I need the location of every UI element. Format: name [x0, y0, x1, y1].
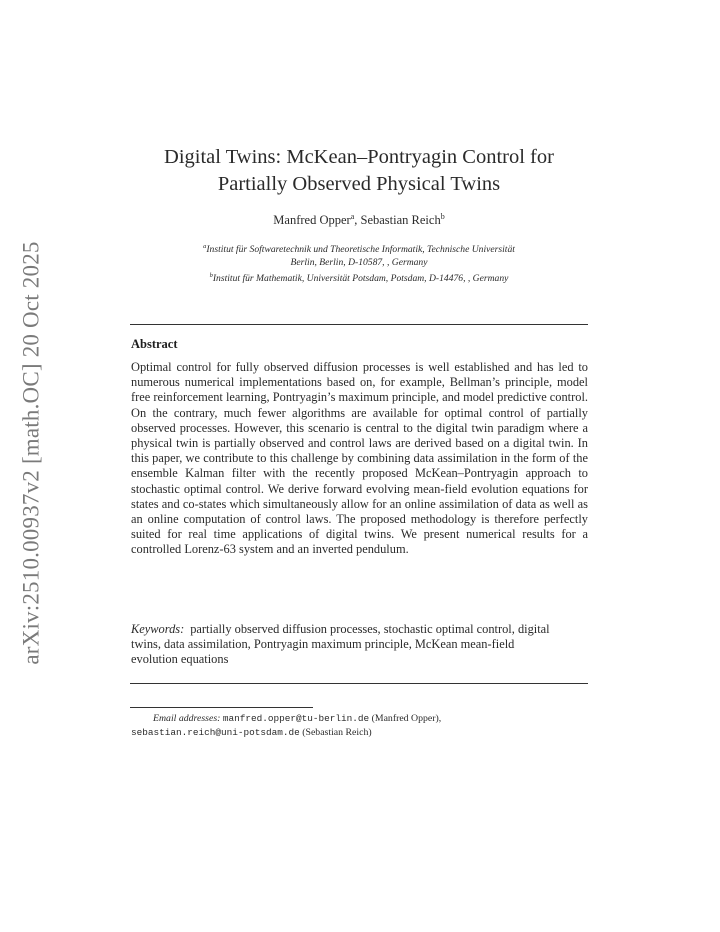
keywords-label: Keywords:: [131, 622, 185, 636]
paper-title: [130, 144, 588, 198]
abstract-bottom-rule: [130, 683, 588, 684]
author-mark-2: b: [440, 212, 445, 221]
author-list: [130, 212, 588, 228]
abstract-text: Optimal control for fully observed diffusion processes is well established and has led to numerous numerical implementations based on, for example, Bellman’s principle, model free reinforcement learning, Pontryagin’s maximum principle, and model predictive control. On the contrary, much fewer algorithms are available for optimal control of partially observed processes. However, this scenario is central to the digital twin paradigm where a physical twin is partially observed and control laws are derived based on a digital twin. In this paper, we contribute to this challenge by combining data assimilation in the form of the ensemble Kalman filter with the recently proposed McKean–Pontryagin approach to stochastic optimal control. We derive forward evolving mean-field evolution equations for states and co-states which simultaneously allow for an online assimilation of data as well as an online computation of control laws. The proposed methodology is therefore perfectly suited for real time applications of digital twins. We present numerical results for a controlled Lorenz-63 system and an inverted pendulum.: [131, 360, 588, 557]
author-name-1: Manfred Opper: [273, 213, 351, 228]
affiliation-a-line-1: Institut für Softwaretechnik und Theoretische Informatik, Technische Universität: [206, 244, 515, 256]
abstract-top-rule: [130, 324, 588, 325]
arxiv-identifier-stamp[interactable]: [12, 241, 52, 665]
email-link-opper[interactable]: manfred.opper@tu-berlin.de: [222, 713, 370, 724]
affiliation-a-line-2: Berlin, Berlin, D-10587, , Germany: [290, 256, 428, 268]
footnote-rule: [130, 707, 313, 708]
email-label: Email addresses:: [153, 713, 221, 724]
title-line-1: Digital Twins: McKean–Pontryagin Control for: [164, 146, 554, 168]
title-line-2: Partially Observed Physical Twins: [217, 173, 501, 195]
affiliation-b: [130, 270, 588, 286]
keywords-text: partially observed diffusion processes, stochastic optimal control, digital twins, data assimilation, Pontryagin maximum principle, McKean mean-field evolution equations: [131, 622, 550, 667]
abstract-heading: Abstract: [131, 337, 178, 351]
affiliation-a: [130, 241, 588, 269]
keywords: [131, 622, 561, 668]
footnote-emails: [131, 712, 588, 740]
author-name-2: Sebastian Reich: [360, 213, 441, 228]
email-owner-reich: (Sebastian Reich): [302, 727, 372, 738]
affiliation-b-line-1: Institut für Mathematik, Universität Potsdam, Potsdam, D-14476, , Germany: [212, 273, 509, 285]
affiliation-b-mark: b: [209, 272, 213, 279]
author-separator: ,: [354, 213, 361, 228]
email-owner-opper: (Manfred Opper),: [371, 713, 442, 724]
affiliation-a-mark: a: [203, 243, 207, 250]
arxiv-identifier-text: arXiv:2510.00937v2 [math.OC] 20 Oct 2025: [19, 241, 45, 665]
author-mark-1: a: [350, 212, 355, 221]
email-link-reich[interactable]: sebastian.reich@uni-potsdam.de: [131, 727, 300, 738]
